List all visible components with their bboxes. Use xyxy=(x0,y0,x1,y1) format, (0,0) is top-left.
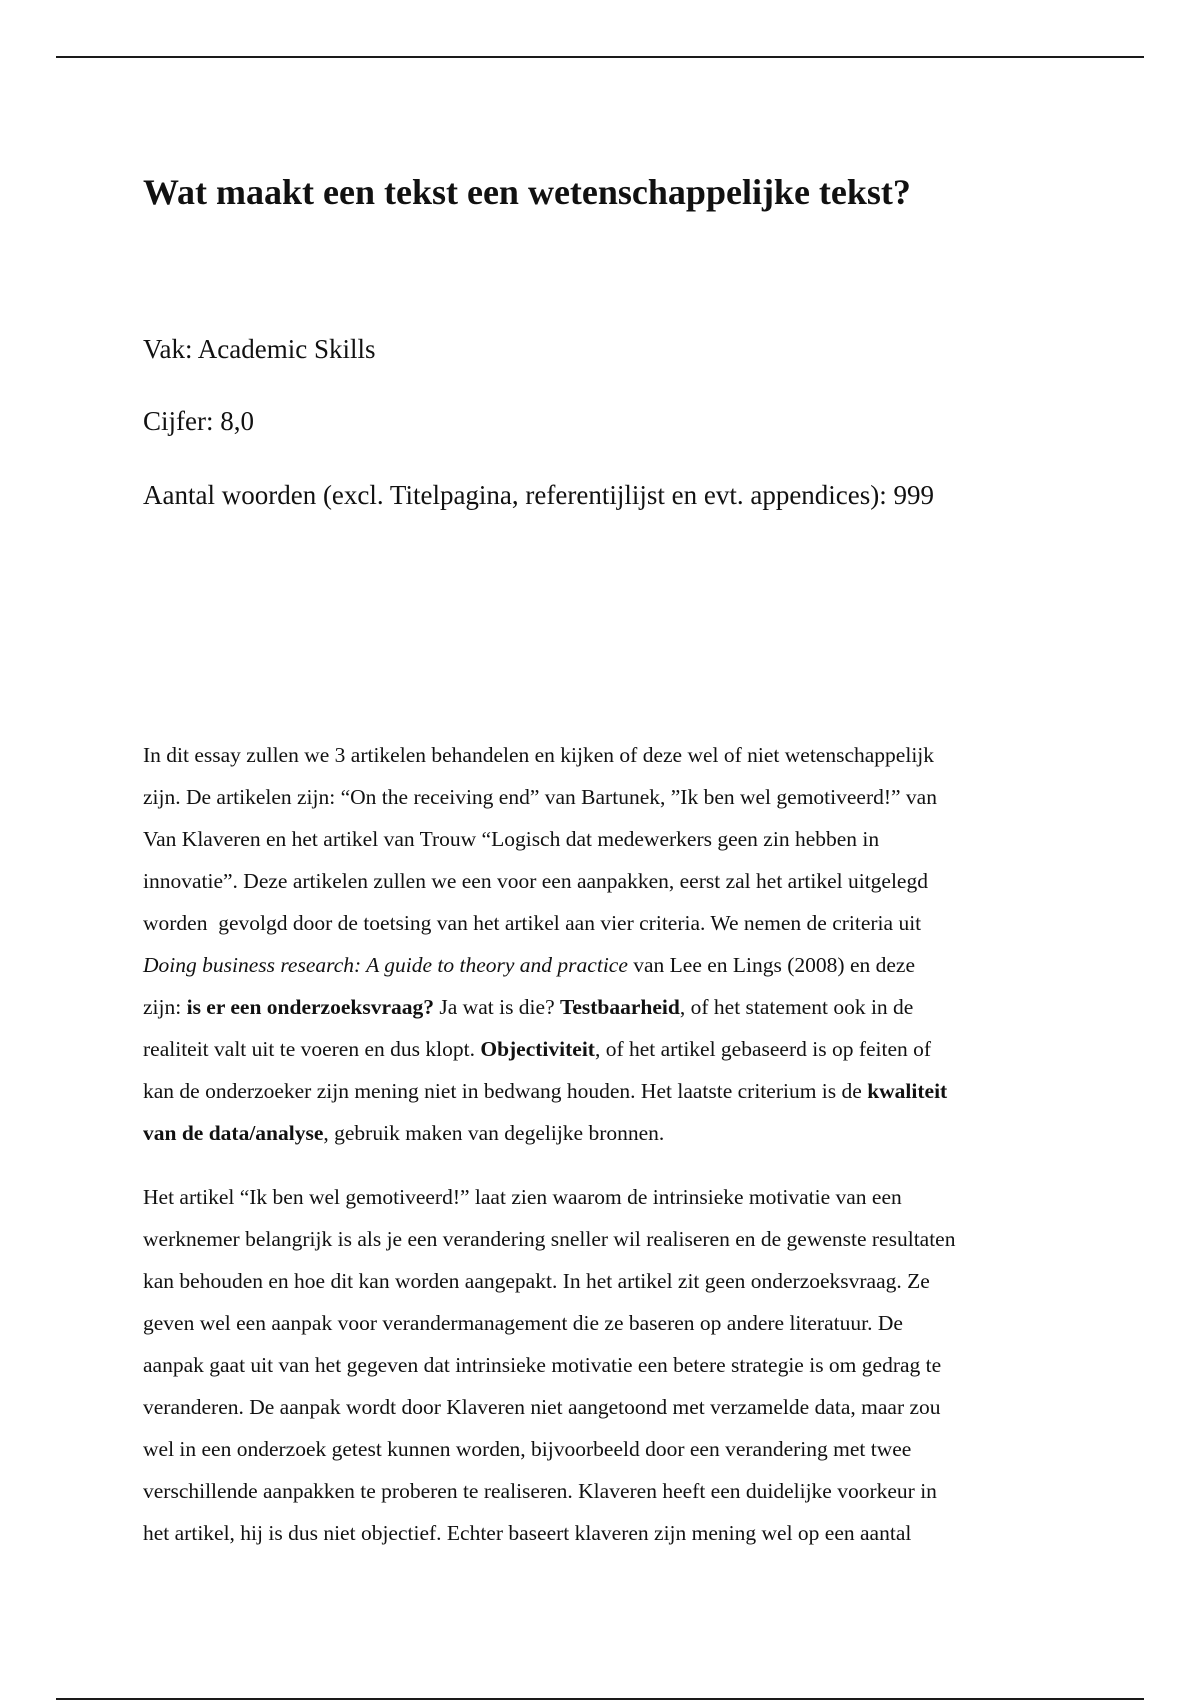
paragraph-line xyxy=(143,860,1063,902)
paragraph-line: kan behouden en hoe dit kan worden aangepakt. In het artikel zit geen onderzoeksvraag. Ze xyxy=(143,1269,930,1293)
paragraph-line: geven wel een aanpak voor verandermanagement die ze baseren op andere literatuur. De xyxy=(143,1311,903,1335)
text-segment: zijn: xyxy=(143,995,187,1019)
paragraph-line xyxy=(143,1070,1063,1112)
paragraph-line xyxy=(143,986,1063,1028)
text-segment: Ja wat is die? xyxy=(434,995,560,1019)
criterion-research-question: is er een onderzoeksvraag? xyxy=(186,995,435,1019)
criterion-quality: kwaliteit xyxy=(867,1079,948,1103)
paragraph-line xyxy=(143,818,1063,860)
document-title: Wat maakt een tekst een wetenschappelijke tekst? xyxy=(143,172,911,212)
text-segment: , gebruik maken van degelijke bronnen. xyxy=(323,1121,665,1145)
text-segment: innovatie”. Deze artikelen zullen we een voor een aanpakken, eerst zal het artikel uitgelegd xyxy=(143,869,928,893)
paragraph-line: verschillende aanpakken te proberen te realiseren. Klaveren heeft een duidelijke voorkeur in xyxy=(143,1479,937,1503)
text-segment: In dit essay zullen we 3 artikelen behandelen en kijken of deze wel of niet wetenschappelijk xyxy=(143,743,935,767)
criterion-quality-continued: van de data/analyse xyxy=(143,1121,324,1145)
grade-line: Cijfer: 8,0 xyxy=(143,406,254,436)
text-segment: van Lee en Lings (2008) en deze xyxy=(627,953,916,977)
paragraph-line xyxy=(143,776,1063,818)
text-segment: zijn. De artikelen zijn: “On the receiving end” van Bartunek, ”Ik ben wel gemotiveerd!” van xyxy=(143,785,937,809)
text-segment: , of het statement ook in de xyxy=(679,995,914,1019)
paragraph-line: werknemer belangrijk is als je een verandering sneller wil realiseren en de gewenste resultaten xyxy=(143,1227,956,1251)
paragraph-line: wel in een onderzoek getest kunnen worden, bijvoorbeeld door een verandering met twee xyxy=(143,1437,912,1461)
paragraph-line: aanpak gaat uit van het gegeven dat intrinsieke motivatie een betere strategie is om gedrag te xyxy=(143,1353,942,1377)
course-line: Vak: Academic Skills xyxy=(143,334,376,364)
top-rule xyxy=(56,56,1144,58)
text-segment: kan de onderzoeker zijn mening niet in bedwang houden. Het laatste criterium is de xyxy=(143,1079,868,1103)
paragraph-line xyxy=(143,1028,1063,1070)
criterion-objectivity: Objectiviteit xyxy=(480,1037,595,1061)
text-segment: , of het artikel gebaseerd is op feiten of xyxy=(594,1037,932,1061)
paragraph-line xyxy=(143,902,1063,944)
analysis-paragraph xyxy=(143,1176,1063,1554)
paragraph-line xyxy=(143,944,1063,986)
criterion-testability: Testbaarheid xyxy=(560,995,680,1019)
paragraph-line: veranderen. De aanpak wordt door Klaveren niet aangetoond met verzamelde data, maar zou xyxy=(143,1395,941,1419)
text-segment: realiteit valt uit te voeren en dus klopt. xyxy=(143,1037,481,1061)
word-count-line: Aantal woorden (excl. Titelpagina, referentijlijst en evt. appendices): 999 xyxy=(143,480,935,510)
text-segment: worden gevolgd door de toetsing van het artikel aan vier criteria. We nemen de criteria uit xyxy=(143,911,922,935)
paragraph-line xyxy=(143,734,1063,776)
book-title-italic: Doing business research: A guide to theory and practice xyxy=(143,953,628,977)
intro-paragraph xyxy=(143,734,1063,1154)
paragraph-line xyxy=(143,1112,1063,1154)
text-segment: Van Klaveren en het artikel van Trouw “Logisch dat medewerkers geen zin hebben in xyxy=(143,827,880,851)
paragraph-line: het artikel, hij is dus niet objectief. Echter baseert klaveren zijn mening wel op een aantal xyxy=(143,1521,912,1545)
paragraph-line: Het artikel “Ik ben wel gemotiveerd!” laat zien waarom de intrinsieke motivatie van een xyxy=(143,1185,902,1209)
